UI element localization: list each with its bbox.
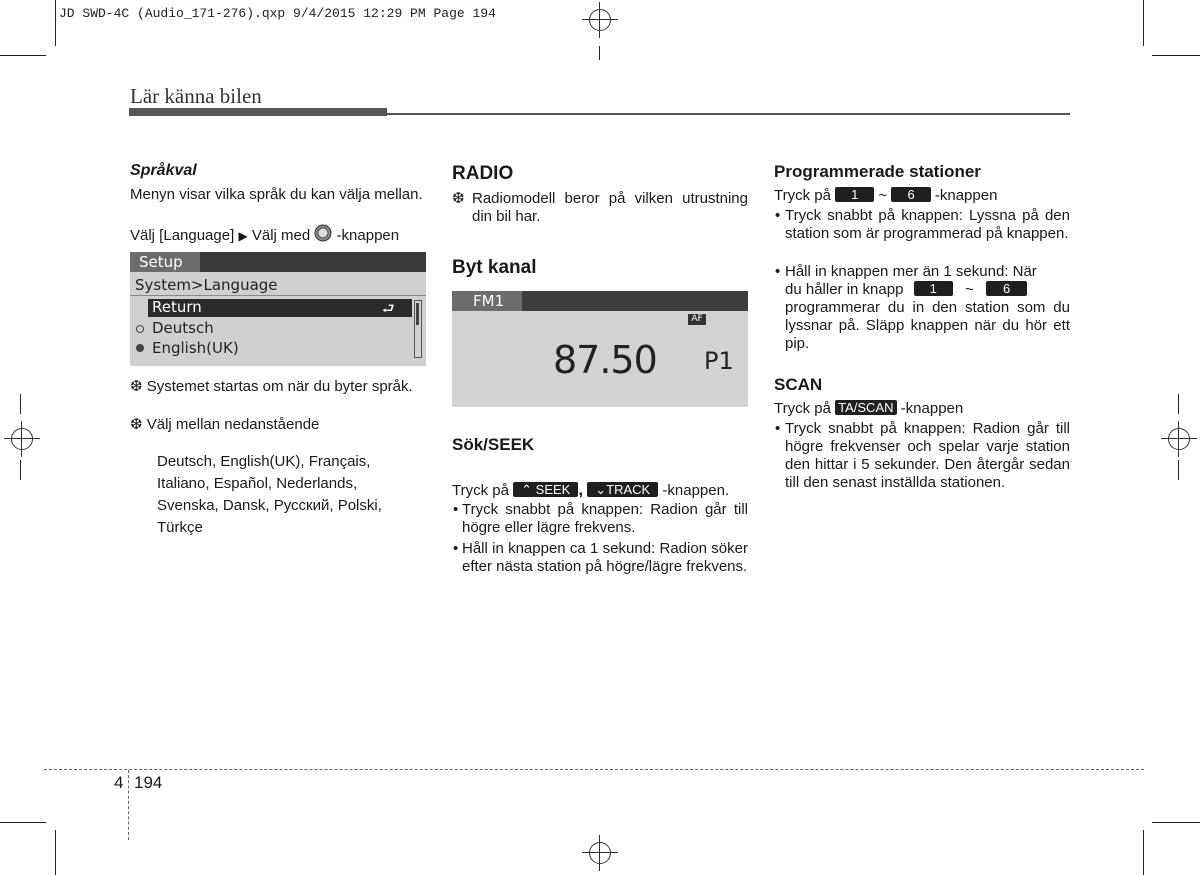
scrollbar-thumb[interactable] — [416, 303, 419, 325]
bullet-text: Håll in knappen mer än 1 sekund: När — [785, 263, 1037, 280]
bullet-icon: • — [453, 540, 459, 557]
radio-off-icon — [136, 325, 144, 333]
page-number: 194 — [134, 773, 163, 792]
tilde: ~ — [965, 281, 974, 298]
bullet-text: Tryck snabbt på knappen: Radion går till högre frekvenser och spelar varje station den hittar i 5 sekunder. Den återgår sedan till den senast inställda stationen. — [785, 420, 1070, 491]
key-label: TRACK — [606, 482, 651, 497]
screen-divider — [130, 295, 426, 296]
registration-mark — [582, 835, 618, 871]
crop-mark — [1178, 394, 1179, 414]
instruction-line — [774, 400, 963, 418]
note-text: Välj mellan nedanstående — [146, 416, 320, 433]
crop-mark — [1152, 55, 1200, 56]
screen-path: System>Language — [135, 276, 278, 294]
setup-screen — [130, 252, 426, 366]
bullet-item — [774, 420, 1070, 492]
section-heading: RADIO — [452, 163, 514, 184]
seek-key — [513, 482, 578, 497]
section-heading: Språkval — [130, 162, 197, 179]
instruction-text: Välj med — [251, 227, 311, 244]
chevron-down-icon: ⌄ — [595, 482, 607, 497]
file-info-slug: JD SWD-4C (Audio_171-276).qxp 9/4/2015 12:29 PM Page 194 — [59, 6, 496, 21]
crop-mark — [20, 460, 21, 480]
instruction-text: Välj [Language] — [130, 227, 235, 244]
note-symbol-icon: ❆ — [452, 190, 465, 207]
crop-mark — [1143, 830, 1144, 875]
instruction-line — [774, 187, 997, 205]
header-rule — [129, 108, 387, 116]
preset-readout: P1 — [704, 347, 734, 375]
paragraph: Menyn visar vilka språk du kan välja mellan. — [130, 186, 423, 203]
track-key — [587, 482, 658, 497]
band-tab: FM1 — [452, 291, 522, 311]
bullet-line — [785, 281, 1070, 299]
instruction-line: Tryck på ⌃ SEEK , ⌄TRACK -knappen. — [452, 480, 730, 499]
note-text: Systemet startas om när du byter språk. — [146, 378, 413, 395]
crop-mark — [20, 394, 21, 414]
bullet-item — [452, 501, 748, 537]
bullet-text: Håll in knappen ca 1 sekund: Radion söker efter nästa station på högre/lägre frekvens. — [462, 540, 748, 575]
note-text: Radiomodell beror på vilken utrustning din bil har. — [472, 190, 748, 225]
crop-mark — [55, 830, 56, 875]
ta-scan-key: TA/SCAN — [835, 400, 896, 415]
language-line: Türkçe — [157, 519, 203, 536]
bullet-item — [452, 540, 748, 576]
bullet-icon: • — [453, 501, 459, 518]
instruction-text: -knappen — [336, 227, 400, 244]
menu-item-deutsch[interactable]: Deutsch — [152, 319, 214, 337]
footer-divider — [128, 770, 129, 840]
registration-mark — [1161, 421, 1197, 457]
return-icon: ⮐ — [382, 301, 395, 317]
instruction-text: Tryck på — [774, 187, 831, 204]
chevron-up-icon: ⌃ — [521, 482, 533, 497]
chapter-title: Lär känna bilen — [130, 84, 262, 108]
radio-display — [452, 291, 748, 407]
language-line: Italiano, Español, Nederlands, — [157, 475, 358, 492]
section-heading: Programmerade stationer — [774, 162, 981, 181]
crop-mark — [1152, 822, 1200, 823]
preset-key-1: 1 — [914, 281, 953, 296]
screen-tab: Setup — [130, 252, 200, 272]
preset-key-6: 6 — [986, 281, 1027, 296]
crop-mark — [1178, 460, 1179, 480]
bullet-item — [774, 207, 1070, 243]
note — [130, 378, 426, 396]
bullet-icon: • — [775, 207, 781, 224]
crop-mark — [599, 46, 600, 60]
af-badge: AF — [688, 314, 706, 325]
note-symbol-icon: ❆ — [130, 378, 143, 395]
note-symbol-icon: ❆ — [130, 416, 143, 433]
bullet-text: Tryck snabbt på knappen: Lyssna på den station som är programmerad på knappen. — [785, 207, 1070, 242]
footer-rule — [44, 769, 1144, 770]
instruction-text: Tryck på — [774, 400, 831, 417]
crop-mark — [0, 822, 46, 823]
crop-mark — [55, 0, 56, 46]
bullet-icon: • — [775, 263, 781, 280]
frequency-readout: 87.50 — [553, 338, 657, 382]
section-heading: Sök/SEEK — [452, 435, 535, 454]
registration-mark — [4, 421, 40, 457]
note — [452, 190, 748, 226]
bullet-text: programmerar du in den station som du lyssnar på. Släpp knappen när du hör ett pip. — [785, 299, 1070, 352]
instruction-text: -knappen. — [662, 482, 730, 499]
chapter-number: 4 — [114, 773, 124, 792]
section-heading: Byt kanal — [452, 257, 537, 278]
language-list — [157, 451, 382, 539]
instruction-text: -knappen — [900, 400, 964, 417]
bullet-icon: • — [775, 420, 781, 437]
preset-key-1: 1 — [835, 187, 874, 202]
header-rule — [387, 113, 1070, 115]
preset-key-6: 6 — [891, 187, 930, 202]
menu-item-english[interactable]: English(UK) — [152, 339, 239, 357]
menu-item-return: Return — [152, 298, 202, 316]
section-heading: SCAN — [774, 375, 823, 394]
note — [130, 416, 319, 434]
arrow-right-icon: ▶ — [238, 229, 248, 243]
bullet-text: du håller in knapp — [785, 281, 904, 298]
language-line: Deutsch, English(UK), Français, — [157, 453, 371, 470]
bullet-text: Tryck snabbt på knappen: Radion går till högre eller lägre frekvens. — [462, 501, 748, 536]
language-line: Svenska, Dansk, Русский, Polski, — [157, 497, 382, 514]
crop-mark — [0, 55, 46, 56]
instruction-text: Tryck på — [452, 482, 509, 499]
bullet-item — [774, 263, 1070, 353]
key-label: SEEK — [535, 482, 571, 497]
crop-mark — [1143, 0, 1144, 46]
tilde: ~ — [878, 187, 888, 204]
instruction-text: -knappen — [934, 187, 998, 204]
knob-icon — [314, 224, 332, 242]
registration-mark — [582, 2, 618, 38]
radio-on-icon — [136, 344, 144, 352]
instruction-line — [130, 224, 399, 245]
